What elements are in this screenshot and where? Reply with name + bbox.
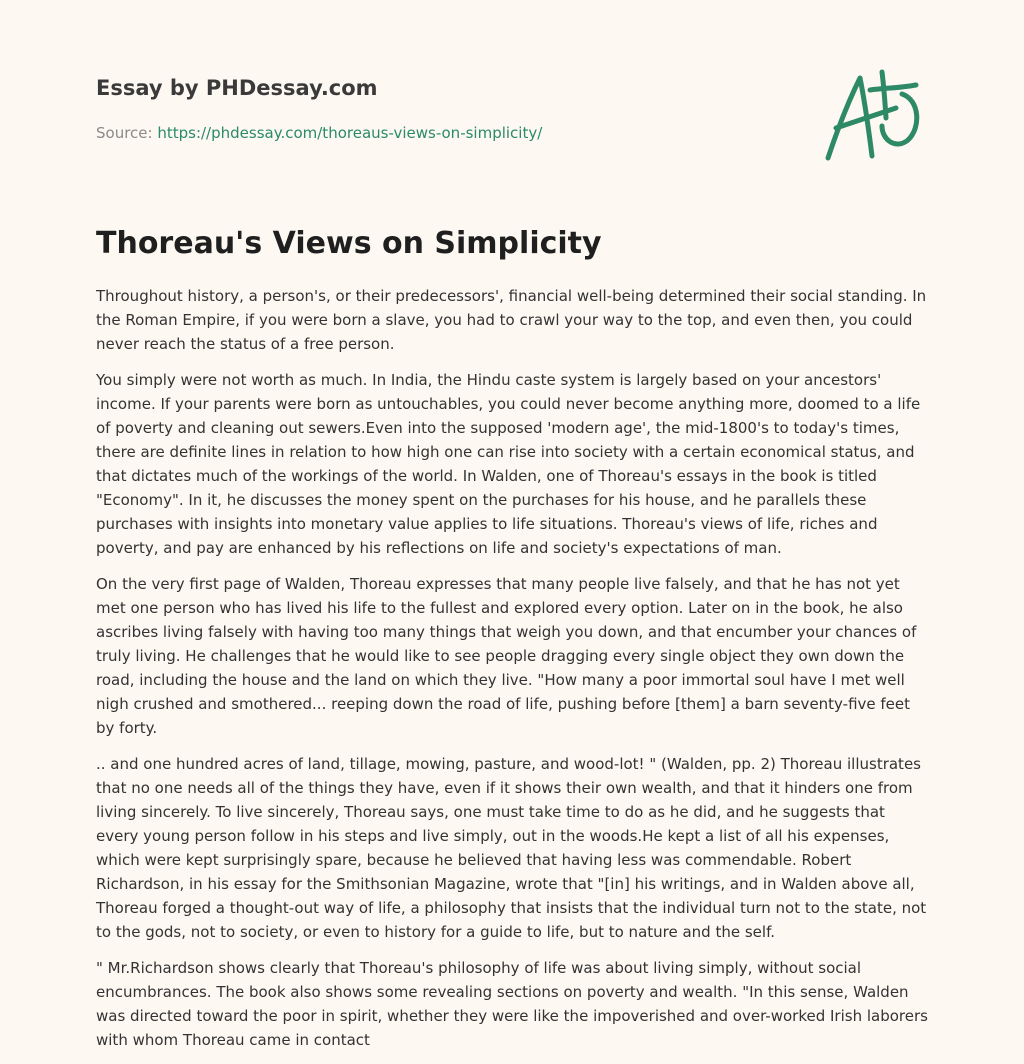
paragraph: " Mr.Richardson shows clearly that Thoreau's philosophy of life was about living simply, without social encumbrances. The book also shows some revealing sections on poverty and wealth. "In this sense, Walden was directed toward the poor in spirit, whether they were like the impoverished and over-worked Irish laborers with whom Thoreau came in contact xyxy=(96,959,928,1049)
paragraph: On the very first page of Walden, Thoreau expresses that many people live falsely, and that he has not yet met one person who has lived his life to the fullest and explored every option. Later on in the book, he also ascribes living falsely with having too many things that weigh you down, and that encumber your chances of truly living. He challenges that he would like to see people dragging every single object they own down the road, including the house and the land on which they live. "How many a poor immortal soul have I met well nigh crushed and smothered... reeping down the road of life, pushing before [them] a barn seventy-five feet by forty. xyxy=(96,575,917,737)
source-label: Source: xyxy=(96,124,158,142)
paragraph: Throughout history, a person's, or their predecessors', financial well-being determined their social standing. In the Roman Empire, if you were born a slave, you had to crawl your way to the top, and even then, you could never reach the status of a free person. xyxy=(96,287,927,353)
page-title: Thoreau's Views on Simplicity xyxy=(96,226,602,261)
paragraph: You simply were not worth as much. In India, the Hindu caste system is largely based on your ancestors' income. If your parents were born as untouchables, you could never become anything more, doomed to a life of poverty and cleaning out sewers.Even into the supposed 'modern age', the mid-1800's to today's times, there are definite lines in relation to how high one can rise into society with a certain economical status, and that dictates much of the workings of the world. In Walden, one of Thoreau's essays in the book is titled "Economy". In it, he discusses the money spent on the purchases for his house, and he parallels these purchases with insights into monetary value applies to life situations. Thoreau's views of life, riches and poverty, and pay are enhanced by his reflections on life and society's expectations of man. xyxy=(96,371,921,557)
source-line xyxy=(96,124,542,142)
essay-body xyxy=(96,284,932,1064)
site-brand: Essay by PHDessay.com xyxy=(96,76,378,100)
a-plus-logo-icon xyxy=(824,68,926,164)
page-header xyxy=(96,0,928,200)
source-link[interactable]: https://phdessay.com/thoreaus-views-on-simplicity/ xyxy=(157,124,543,142)
paragraph: .. and one hundred acres of land, tillage, mowing, pasture, and wood-lot! " (Walden, pp. 2) Thoreau illustrates that no one needs all of the things they have, even if it shows their own wealth, and that it hinders one from living sincerely. To live sincerely, Thoreau says, one must take time to do as he did, and he suggests that every young person follow in his steps and live simply, out in the woods.He kept a list of all his expenses, which were kept surprisingly spare, because he believed that having less was commendable. Robert Richardson, in his essay for the Smithsonian Magazine, wrote that "[in] his writings, and in Walden above all, Thoreau forged a thought-out way of life, a philosophy that insists that the individual turn not to the state, not to the gods, not to society, or even to history for a guide to life, but to nature and the self. xyxy=(96,755,927,941)
